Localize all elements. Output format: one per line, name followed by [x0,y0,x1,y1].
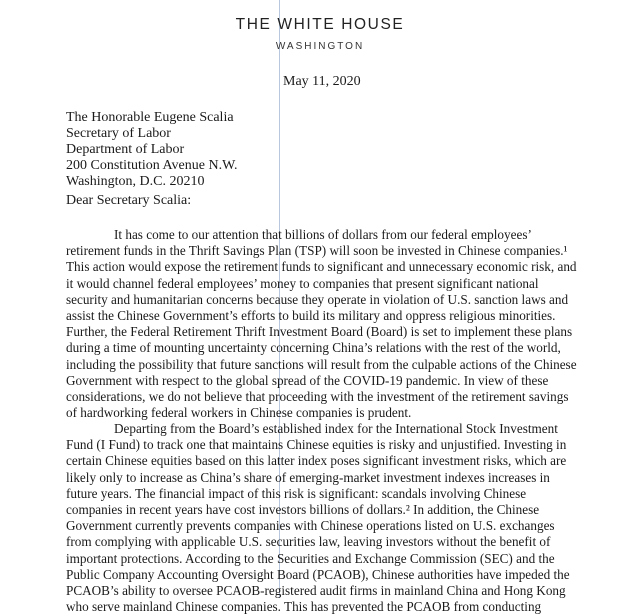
address-line: Secretary of Labor [66,126,171,141]
body-paragraph-1 [66,227,577,421]
address-line: Department of Labor [66,142,185,157]
paragraph-line: Government currently prevents companies with Chinese operations listed on U.S. exchanges [66,518,555,534]
paragraph-line: PCAOB’s ability to oversee PCAOB-registered audit firms in mainland China and Hong Kong [66,583,566,599]
paragraph-line: Government with respect to the global spread of the COVID-19 pandemic. In view of these [66,372,549,388]
paragraph-line: This action would expose the retirement funds to significant and unnecessary economic risk, and [66,259,577,275]
recipient-address [66,110,238,190]
letterhead-title: THE WHITE HOUSE [235,16,405,33]
paragraph-line: Further, the Federal Retirement Thrift Investment Board (Board) is set to implement these plans [66,324,573,340]
paragraph-line: It has come to our attention that billions of dollars from our federal employees’ [114,227,532,242]
salutation: Dear Secretary Scalia: [66,193,192,208]
paragraph-line: including the possibility that future sanctions will result from the culpable actions of the Chinese [66,356,577,372]
paragraph-line: security and humanitarian concerns because they operate in violation of U.S. sanction laws and [66,291,569,307]
paragraph-line: considerations, we do not believe that proceeding with the investment of the retirement savings [66,389,569,405]
paragraph-line: Fund (I Fund) to track one that maintains Chinese equities is risky and unjustified. Investing in [66,437,567,453]
paragraph-line: of hardworking federal workers in Chinese companies is prudent. [66,405,412,421]
paragraph-line: who serve mainland Chinese companies. This has prevented the PCAOB from conducting [66,599,542,615]
paragraph-line: Public Company Accounting Oversight Board (PCAOB), Chinese authorities have impeded the [66,566,570,582]
paragraph-line: Departing from the Board’s established index for the International Stock Investment [114,421,558,436]
address-line: 200 Constitution Avenue N.W. [66,158,238,173]
letterhead-subtitle: WASHINGTON [275,41,365,52]
paragraph-line: retirement funds in the Thrift Savings Plan (TSP) will soon be invested in Chinese companies.¹ [66,243,568,259]
paragraph-line: companies in recent years have cost investors billions of dollars.² In addition, the Chinese [66,502,540,518]
paragraph-line: important protections. According to the Securities and Exchange Commission (SEC) and the [66,550,555,566]
body-paragraph-2 [66,421,574,615]
paragraph-line: during a time of mounting uncertainty concerning China’s relations with the rest of the world, [66,340,561,356]
letter-date: May 11, 2020 [283,74,361,89]
paragraph-line: assist the Chinese Government’s efforts to build its military and oppress religious minorities. [66,308,556,324]
paragraph-line: certain Chinese equities based on this latter index poses significant investment risks, which are [66,453,567,469]
paragraph-line: likely only to increase as China’s share of emerging-market investment indexes increases in [66,469,550,485]
paragraph-line: from complying with applicable U.S. securities law, leaving investors without the benefit of [66,534,551,550]
paragraph-line: it would channel federal employees’ money to companies that present significant national [66,275,539,291]
address-line: The Honorable Eugene Scalia [66,110,234,125]
address-line: Washington, D.C. 20210 [66,174,205,189]
paragraph-line: future years. The financial impact of this risk is significant: scandals involving Chinese [66,485,527,501]
